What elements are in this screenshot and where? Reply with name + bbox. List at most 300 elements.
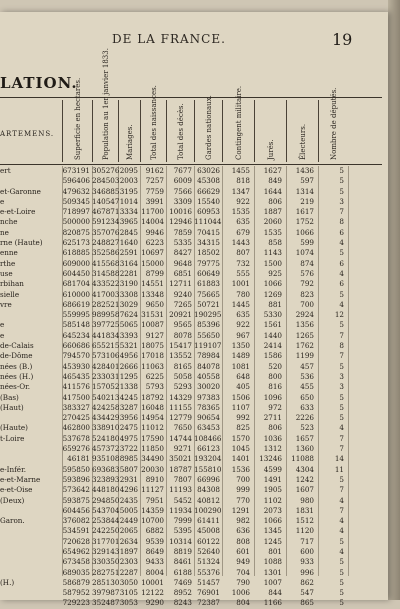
table-row <box>0 598 382 608</box>
table-cell: 2287 <box>119 567 138 577</box>
table-cell: 453930 <box>62 361 90 371</box>
table-cell: 34315 <box>197 238 220 248</box>
column-header-label: Gardes nationaux. <box>205 95 213 160</box>
table-row <box>0 537 382 547</box>
table-cell: 63453 <box>197 423 220 433</box>
department-name-cell: ne <box>0 227 9 237</box>
table-cell: 2931 <box>119 474 138 484</box>
table-cell: 1199 <box>295 351 314 361</box>
table-cell: 84078 <box>197 361 220 371</box>
table-cell: 14744 <box>169 433 192 443</box>
table-cell: 922 <box>236 196 250 206</box>
table-cell: 543704 <box>92 505 120 515</box>
table-cell: 825 <box>236 423 250 433</box>
table-row <box>0 413 382 423</box>
table-cell: 808 <box>236 536 250 546</box>
table-cell: 1535 <box>231 207 250 217</box>
table-row <box>0 444 382 454</box>
table-cell: 7265 <box>173 299 192 309</box>
table-cell: 1445 <box>231 299 250 309</box>
table-cell: 285130 <box>92 577 120 587</box>
table-cell: 8427 <box>173 248 192 258</box>
table-cell: 7951 <box>145 495 164 505</box>
table-cell: 51324 <box>197 557 220 567</box>
table-cell: 5330 <box>263 310 282 320</box>
table-cell: 933 <box>300 557 314 567</box>
table-cell: 8910 <box>145 474 164 484</box>
table-cell: 1617 <box>295 207 314 217</box>
table-cell: 3105 <box>119 588 138 598</box>
department-name-cell: use <box>0 268 13 278</box>
table-cell: 520 <box>268 361 282 371</box>
table-cell: 858 <box>268 238 282 248</box>
table-cell: 20921 <box>169 310 192 320</box>
table-cell: 9162 <box>145 166 164 175</box>
table-cell: 874 <box>300 258 314 268</box>
table-cell: 1500 <box>263 258 282 268</box>
table-cell: 5 <box>339 176 344 186</box>
table-cell: 3 <box>339 371 344 381</box>
table-row <box>0 475 382 485</box>
department-name-cell: rbihan <box>0 279 24 289</box>
table-cell: 593875 <box>62 495 90 505</box>
table-cell: 330350 <box>92 557 120 567</box>
table-cell: 72387 <box>197 598 220 608</box>
table-cell: 18792 <box>141 392 164 402</box>
table-cell: 591234 <box>92 217 120 227</box>
table-row <box>0 403 382 413</box>
table-cell: 4599 <box>263 464 282 474</box>
table-cell: 2591 <box>119 248 138 258</box>
table-cell: 2095 <box>119 166 138 175</box>
table-cell: 999 <box>236 485 250 495</box>
table-cell: 922 <box>236 320 250 330</box>
table-cell: 7 <box>339 351 344 361</box>
table-cell: 1586 <box>263 351 282 361</box>
department-name-cell: et-Garonne <box>0 186 41 196</box>
table-cell: 45008 <box>197 526 220 536</box>
table-cell: 2924 <box>295 310 314 320</box>
table-cell: 1269 <box>263 289 282 299</box>
table-cell: 5 <box>339 361 344 371</box>
table-cell: 717 <box>300 536 314 546</box>
departments-column-header: ARTEMENS. <box>0 130 55 138</box>
table-cell: 61411 <box>197 516 220 526</box>
table-cell: 4 <box>339 423 344 433</box>
table-cell: 655215 <box>92 341 120 351</box>
table-row <box>0 207 382 217</box>
table-cell: 305276 <box>92 166 120 175</box>
table-cell: 610000 <box>62 289 90 299</box>
table-cell: 85396 <box>197 320 220 330</box>
table-cell: 3393 <box>119 330 138 340</box>
table-cell: 5058 <box>173 371 192 381</box>
table-cell: 462800 <box>62 423 90 433</box>
table-cell: 11155 <box>169 402 192 412</box>
table-cell: 11700 <box>141 207 164 217</box>
table-cell: 1536 <box>231 464 250 474</box>
table-cell: 1356 <box>295 320 314 330</box>
table-cell: 5321 <box>119 341 138 351</box>
table-cell: 60122 <box>197 536 220 546</box>
table-cell: 1436 <box>295 166 314 175</box>
table-cell: 457372 <box>92 444 120 454</box>
table-cell: 636 <box>236 526 250 536</box>
table-cell: 659276 <box>62 444 90 454</box>
table-cell: 294850 <box>92 495 120 505</box>
table-cell: 720628 <box>62 536 90 546</box>
table-cell: 4245 <box>119 392 138 402</box>
table-row <box>0 588 382 598</box>
table-cell: 704 <box>236 567 250 577</box>
table-cell: 13246 <box>259 454 282 464</box>
table-row <box>0 485 382 495</box>
table-cell: 6851 <box>173 268 192 278</box>
table-cell: 1345 <box>263 526 282 536</box>
table-cell: 604450 <box>62 268 90 278</box>
table-cell: 559995 <box>62 310 90 320</box>
table-cell: 11012 <box>141 423 164 433</box>
table-cell: 792 <box>300 279 314 289</box>
table-cell: 9127 <box>145 330 164 340</box>
table-cell: 11127 <box>141 485 164 495</box>
table-cell: 397987 <box>92 588 120 598</box>
table-cell: 806 <box>268 196 282 206</box>
table-row <box>0 393 382 403</box>
table-cell: 587952 <box>62 588 90 598</box>
table-cell: 865 <box>300 598 314 608</box>
table-cell: 1291 <box>231 505 250 515</box>
table-cell: 732 <box>236 258 250 268</box>
table-row <box>0 197 382 207</box>
table-cell: 599 <box>300 238 314 248</box>
table-row <box>0 506 382 516</box>
table-cell: 804 <box>236 598 250 608</box>
table-cell: 8985 <box>119 454 138 464</box>
table-cell: 780 <box>236 289 250 299</box>
table-cell: 4975 <box>119 433 138 443</box>
table-body <box>0 166 382 609</box>
table-cell: 9290 <box>145 598 164 608</box>
table-cell: 3053 <box>119 598 138 608</box>
table-cell: 9271 <box>173 444 192 454</box>
table-cell: 34490 <box>141 454 164 464</box>
table-cell: 282521 <box>92 299 120 309</box>
table-cell: 1045 <box>231 444 250 454</box>
table-cell: 1066 <box>263 516 282 526</box>
department-name-cell: de-Dôme <box>0 351 33 361</box>
table-cell: 1312 <box>263 444 282 454</box>
table-cell: 3050 <box>119 577 138 587</box>
column-header <box>254 100 287 162</box>
table-cell: 7257 <box>145 176 164 186</box>
table-cell: 5 <box>339 588 344 598</box>
table-cell: 9240 <box>173 289 192 299</box>
table-cell: 424258 <box>92 402 120 412</box>
table-cell: 635 <box>236 310 250 320</box>
table-row <box>0 238 382 248</box>
table-cell: 7 <box>339 505 344 515</box>
table-cell: 455 <box>300 382 314 392</box>
table-cell: 66123 <box>197 444 220 454</box>
table-cell: 6225 <box>145 371 164 381</box>
table-cell: 9946 <box>145 227 164 237</box>
table-cell: 479632 <box>62 186 90 196</box>
table-cell: 1489 <box>231 351 250 361</box>
header-bottom-rule <box>0 164 382 165</box>
table-cell: 2065 <box>119 526 138 536</box>
table-cell: 820875 <box>62 227 90 237</box>
table-cell: 66629 <box>197 186 220 196</box>
table-cell: 2060 <box>263 217 282 227</box>
table-cell: 1096 <box>263 392 282 402</box>
table-cell: 806 <box>268 423 282 433</box>
table-cell: 18787 <box>169 464 192 474</box>
table-cell: 16048 <box>141 402 164 412</box>
table-cell: 428401 <box>92 361 120 371</box>
table-cell: 8004 <box>145 567 164 577</box>
table-cell: 8819 <box>173 546 192 556</box>
table-cell: 457 <box>300 361 314 371</box>
table-row <box>0 259 382 269</box>
table-cell: 17018 <box>141 351 164 361</box>
table-cell: 2435 <box>119 495 138 505</box>
table-cell: 329143 <box>92 546 120 556</box>
table-cell: 1102 <box>263 495 282 505</box>
table-cell: 233031 <box>92 371 120 381</box>
column-header <box>222 85 255 162</box>
table-cell: 14 <box>334 454 344 464</box>
table-cell: 46181 <box>67 454 90 464</box>
table-cell: 11934 <box>169 505 192 515</box>
table-cell: 862 <box>300 577 314 587</box>
table-row <box>0 279 382 289</box>
table-cell: 949 <box>236 557 250 567</box>
table-cell: 1762 <box>295 341 314 351</box>
table-cell: 190295 <box>194 310 222 320</box>
table-cell: 1074 <box>295 248 314 258</box>
table-cell: 925 <box>268 268 282 278</box>
table-cell: 2449 <box>119 516 138 526</box>
table-cell: 63026 <box>197 166 220 175</box>
table-cell: 6882 <box>145 526 164 536</box>
table-cell: 434429 <box>92 413 120 423</box>
table-cell: 980 <box>300 495 314 505</box>
table-cell: 1107 <box>231 402 250 412</box>
table-cell: 1006 <box>231 588 250 598</box>
table-cell: 448180 <box>92 485 120 495</box>
table-cell: 7566 <box>173 186 192 196</box>
column-header <box>118 100 141 162</box>
table-cell: 5 <box>339 186 344 196</box>
table-cell: 2303 <box>119 557 138 567</box>
table-cell: 4304 <box>295 464 314 474</box>
table-cell: 45308 <box>197 176 220 186</box>
table-cell: 1570 <box>231 433 250 443</box>
table-cell: 4 <box>339 526 344 536</box>
table-cell: 573106 <box>92 351 120 361</box>
table-cell: 633 <box>300 402 314 412</box>
table-cell: 100290 <box>194 505 222 515</box>
table-cell: 8649 <box>145 546 164 556</box>
table-cell: 8799 <box>145 268 164 278</box>
table-cell: 1561 <box>263 320 282 330</box>
table-cell: 1166 <box>263 598 282 608</box>
table-cell: 7677 <box>173 166 192 175</box>
table-cell: 60953 <box>197 207 220 217</box>
table-cell: 849 <box>268 176 282 186</box>
table-cell: 12122 <box>141 588 164 598</box>
table-cell: 8243 <box>173 598 192 608</box>
table-cell: 7 <box>339 444 344 454</box>
table-cell: 2226 <box>295 413 314 423</box>
table-cell: 1314 <box>295 186 314 196</box>
table-cell: 718997 <box>62 207 90 217</box>
table-cell: 5005 <box>119 505 138 515</box>
table-cell: 14551 <box>141 279 164 289</box>
table-cell: 1066 <box>263 279 282 289</box>
table-cell: 597 <box>300 176 314 186</box>
table-cell: 3195 <box>119 186 138 196</box>
table-cell: 700 <box>236 474 250 484</box>
table-cell: 314588 <box>92 268 120 278</box>
table-cell: 967 <box>236 330 250 340</box>
table-cell: 1014 <box>119 196 138 206</box>
table-cell: 996 <box>300 567 314 577</box>
department-name-cell: t-Loire <box>0 433 25 443</box>
table-cell: 7859 <box>173 227 192 237</box>
table-cell: 1491 <box>263 474 282 484</box>
table-cell: 5 <box>339 166 344 175</box>
table-cell: 5793 <box>145 382 164 392</box>
table-cell: 11063 <box>141 361 164 371</box>
table-cell: 534591 <box>62 526 90 536</box>
table-cell: 5452 <box>173 495 192 505</box>
table-cell: 40812 <box>197 495 220 505</box>
column-header-label: Nombre de députés. <box>330 87 338 160</box>
table-cell: 12779 <box>169 413 192 423</box>
table-cell: 6 <box>339 258 344 268</box>
table-cell: 1143 <box>263 248 282 258</box>
table-cell: 4 <box>339 546 344 556</box>
table-cell: 253844 <box>92 516 120 526</box>
table-row <box>0 269 382 279</box>
table-cell: 415568 <box>92 258 120 268</box>
table-cell: 2711 <box>263 413 282 423</box>
book-page <box>0 12 388 608</box>
table-cell: 1443 <box>231 238 250 248</box>
table-cell: 816 <box>268 382 282 392</box>
table-cell: 1607 <box>295 485 314 495</box>
table-cell: 90654 <box>197 413 220 423</box>
table-cell: 11193 <box>169 485 192 495</box>
table-cell: 9648 <box>173 258 192 268</box>
table-cell: 417003 <box>92 289 120 299</box>
table-cell: 10700 <box>141 516 164 526</box>
table-cell: 10016 <box>169 207 192 217</box>
table-cell: 140547 <box>92 196 120 206</box>
table-cell: 78984 <box>197 351 220 361</box>
table-cell: 1657 <box>295 433 314 443</box>
table-cell: 555 <box>236 268 250 278</box>
department-name-cell: rne (Haute) <box>0 238 43 248</box>
table-cell: 75665 <box>197 289 220 299</box>
column-header-label: Total des décès. <box>177 103 185 160</box>
table-cell: 1088 <box>263 557 282 567</box>
table-cell: 673458 <box>62 557 90 567</box>
department-name-cell: e <box>0 196 5 206</box>
table-cell: 573642 <box>62 485 90 495</box>
table-cell: 1506 <box>231 392 250 402</box>
table-cell: 270425 <box>62 413 90 423</box>
department-name-cell: vre <box>0 299 12 309</box>
table-row <box>0 434 382 444</box>
table-row <box>0 320 382 330</box>
table-header <box>0 48 382 164</box>
table-cell: 70415 <box>197 227 220 237</box>
table-cell: 79775 <box>197 258 220 268</box>
table-cell: 5293 <box>173 382 192 392</box>
table-cell: 609000 <box>62 258 90 268</box>
table-cell: 6188 <box>173 567 192 577</box>
table-cell: 84308 <box>197 485 220 495</box>
table-cell: 3722 <box>119 444 138 454</box>
table-cell: 654962 <box>62 546 90 556</box>
table-cell: 1897 <box>119 546 138 556</box>
table-cell: 20030 <box>141 464 164 474</box>
table-cell: 1350 <box>231 341 250 351</box>
table-cell: 844 <box>268 588 282 598</box>
table-cell: 242250 <box>92 526 120 536</box>
table-cell: 5 <box>339 320 344 330</box>
table-cell: 12 <box>334 310 344 320</box>
table-cell: 9650 <box>145 299 164 309</box>
table-cell: 540213 <box>92 392 120 402</box>
table-cell: 467871 <box>92 207 120 217</box>
table-cell: 794570 <box>62 351 90 361</box>
column-header <box>140 85 167 162</box>
table-cell: 1120 <box>295 526 314 536</box>
table-cell: 5 <box>339 413 344 423</box>
table-cell: 9565 <box>173 320 192 330</box>
table-cell: 3190 <box>119 279 138 289</box>
table-cell: 1295 <box>119 371 138 381</box>
table-cell: 7759 <box>145 186 164 196</box>
table-cell: 352487 <box>92 598 120 608</box>
table-cell: 12711 <box>169 279 192 289</box>
table-cell: 1887 <box>263 207 282 217</box>
table-cell: 15540 <box>197 196 220 206</box>
table-cell: 2634 <box>119 536 138 546</box>
table-cell: 1036 <box>263 433 282 443</box>
table-cell: 157052 <box>92 382 120 392</box>
table-cell: 4956 <box>119 351 138 361</box>
table-cell: 7 <box>339 330 344 340</box>
table-cell: 595850 <box>62 464 90 474</box>
table-cell: 50721 <box>197 299 220 309</box>
table-cell: 193204 <box>194 454 222 464</box>
table-row <box>0 341 382 351</box>
column-header <box>62 77 93 162</box>
column-header-label: Contingent militaire. <box>235 85 243 160</box>
table-cell: 18502 <box>197 248 220 258</box>
department-name-cell: de-Calais <box>0 341 34 351</box>
table-cell: 1512 <box>295 516 314 526</box>
table-cell: 635 <box>236 217 250 227</box>
table-cell: 5335 <box>173 238 192 248</box>
table-row <box>0 454 382 464</box>
table-cell: 17590 <box>141 433 164 443</box>
